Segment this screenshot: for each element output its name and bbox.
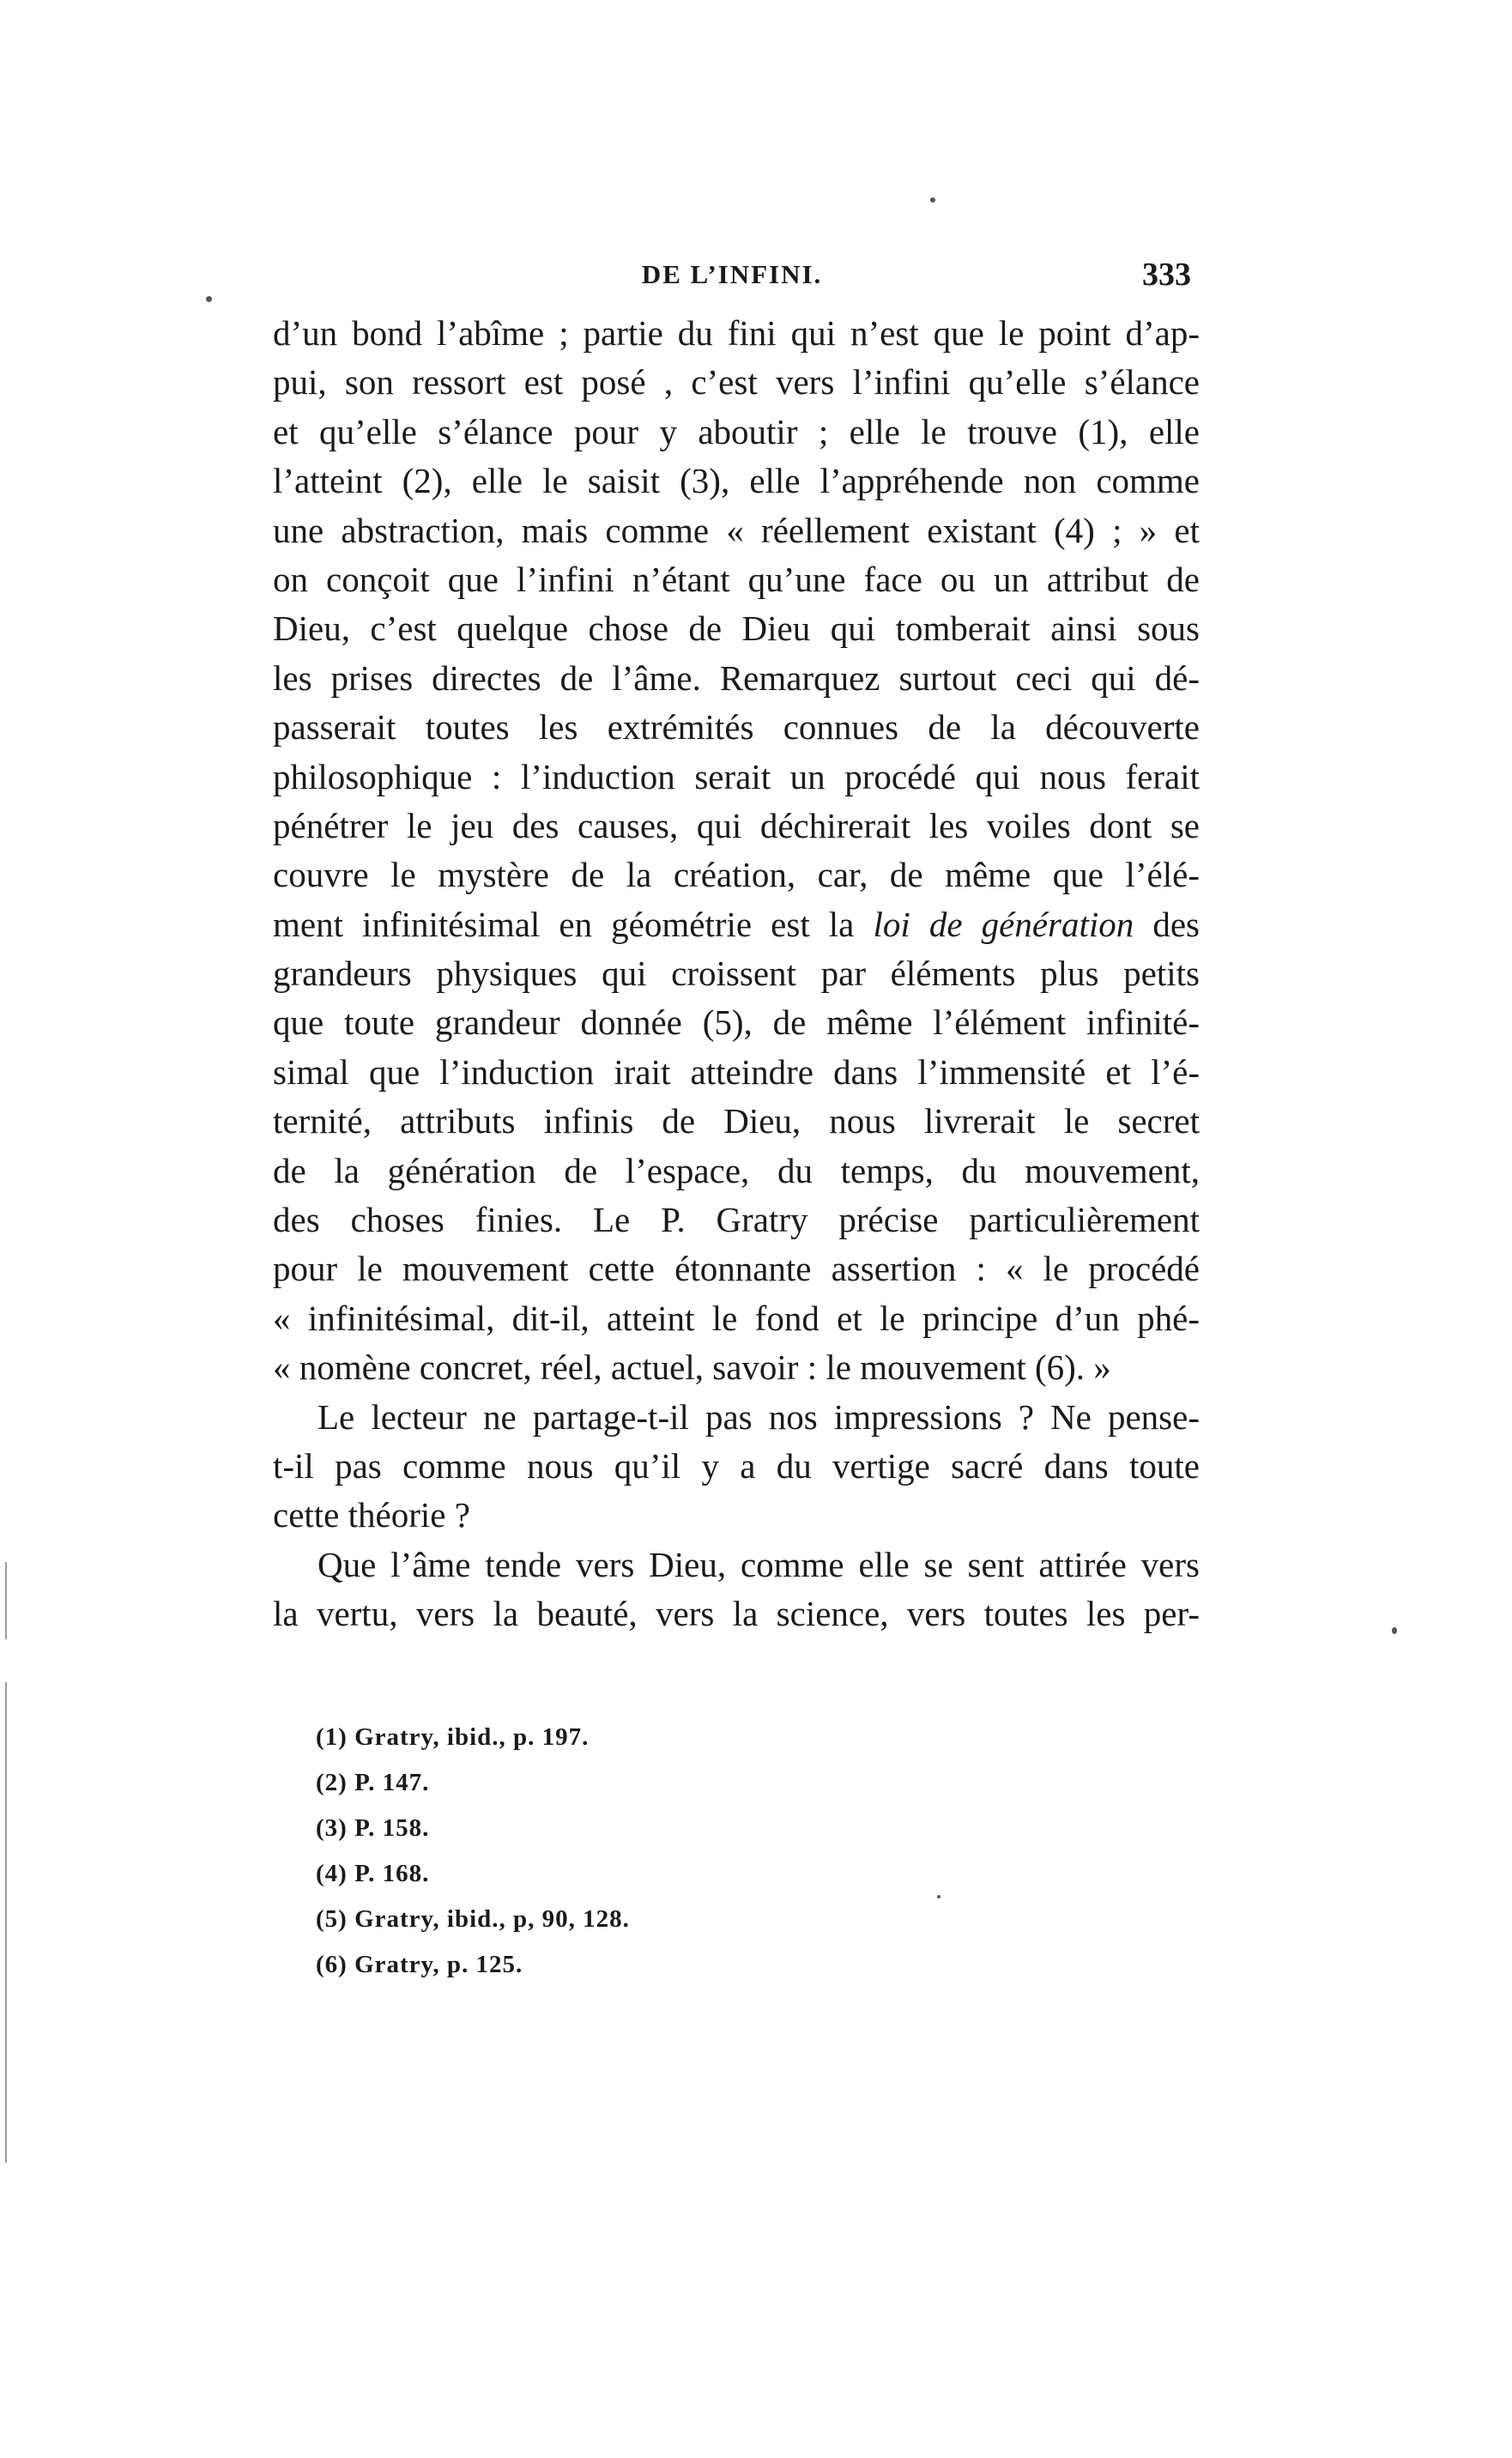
text-line: de la génération de l’espace, du temps, du mouvement, bbox=[273, 1150, 1200, 1190]
text-line: et qu’elle s’élance pour y aboutir ; elle le trouve (1), elle bbox=[273, 411, 1200, 451]
text-line: l’atteint (2), elle le saisit (3), elle l’appréhende non comme bbox=[273, 461, 1200, 501]
scan-speck bbox=[930, 197, 935, 203]
footnote: (5) Gratry, ibid., p, 90, 128. bbox=[316, 1905, 630, 1933]
footnote: (2) P. 147. bbox=[316, 1769, 430, 1796]
footnotes bbox=[316, 1715, 1002, 1988]
footnote: (1) Gratry, ibid., p. 197. bbox=[316, 1723, 590, 1751]
paragraph-start-line: Le lecteur ne partage-t-il pas nos impressions ? Ne pense- bbox=[318, 1396, 1200, 1437]
scan-speck bbox=[206, 296, 212, 302]
scan-speck bbox=[1392, 1627, 1397, 1634]
footnote: (4) P. 168. bbox=[316, 1860, 430, 1887]
text-line: grandeurs physiques qui croissent par éléments plus petits bbox=[273, 954, 1200, 994]
text-line: pui, son ressort est posé , c’est vers l’infini qu’elle s’élance bbox=[273, 362, 1200, 403]
text-line: une abstraction, mais comme « réellement existant (4) ; » et bbox=[273, 510, 1200, 550]
footnote: (6) Gratry, p. 125. bbox=[316, 1951, 523, 1978]
quote-line: « infinitésimal, dit-il, atteint le fond et le principe d’un phé- bbox=[273, 1298, 1200, 1338]
page-number: 333 bbox=[1142, 257, 1191, 293]
paragraph-start-line: Que l’âme tende vers Dieu, comme elle se sent attirée vers bbox=[318, 1544, 1200, 1584]
text-line: cette théorie ? bbox=[273, 1495, 470, 1535]
scan-margin-line bbox=[5, 1562, 7, 1639]
running-head bbox=[273, 259, 1191, 302]
text-line: philosophique : l’induction serait un procédé qui nous ferait bbox=[273, 756, 1200, 796]
scan-speck bbox=[937, 1895, 940, 1898]
text-line: simal que l’induction irait atteindre dans l’immensité et l’é- bbox=[273, 1051, 1200, 1092]
running-title: DE L’INFINI. bbox=[641, 259, 823, 289]
text-line: pénétrer le jeu des causes, qui déchirerait les voiles dont se bbox=[273, 805, 1200, 845]
text-line: pour le mouvement cette étonnante assertion : « le procédé bbox=[273, 1249, 1200, 1289]
text-line-with-italic bbox=[273, 900, 1200, 949]
text-line: passerait toutes les extrémités connues de la découverte bbox=[273, 707, 1200, 748]
text-line-end: des bbox=[1134, 904, 1201, 944]
text-line: ternité, attributs infinis de Dieu, nous livrerait le secret bbox=[273, 1101, 1200, 1141]
text-line: couvre le mystère de la création, car, de même que l’élé- bbox=[273, 855, 1200, 895]
italic-phrase: loi de génération bbox=[873, 904, 1134, 944]
text-line: la vertu, vers la beauté, vers la science, vers toutes les per- bbox=[273, 1594, 1200, 1634]
body-text bbox=[273, 309, 1200, 1639]
text-line: d’un bond l’abîme ; partie du fini qui n’est que le point d’ap- bbox=[273, 313, 1200, 353]
text-line: des choses finies. Le P. Gratry précise particulièrement bbox=[273, 1200, 1200, 1240]
text-line: les prises directes de l’âme. Remarquez surtout ceci qui dé- bbox=[273, 657, 1200, 698]
scan-margin-line bbox=[5, 1682, 7, 2163]
text-line-start: ment infinitésimal en géométrie est la bbox=[273, 904, 855, 944]
text-line: Dieu, c’est quelque chose de Dieu qui tomberait ainsi sous bbox=[273, 608, 1200, 649]
text-line: t-il pas comme nous qu’il y a du vertige sacré dans toute bbox=[273, 1445, 1200, 1486]
footnote: (3) P. 158. bbox=[316, 1814, 430, 1842]
text-line: on conçoit que l’infini n’étant qu’une face ou un attribut de bbox=[273, 559, 1200, 599]
text-line: que toute grandeur donnée (5), de même l’élément infinité- bbox=[273, 1002, 1200, 1043]
quote-line: « nomène concret, réel, actuel, savoir : le mouvement (6). » bbox=[273, 1347, 1111, 1388]
